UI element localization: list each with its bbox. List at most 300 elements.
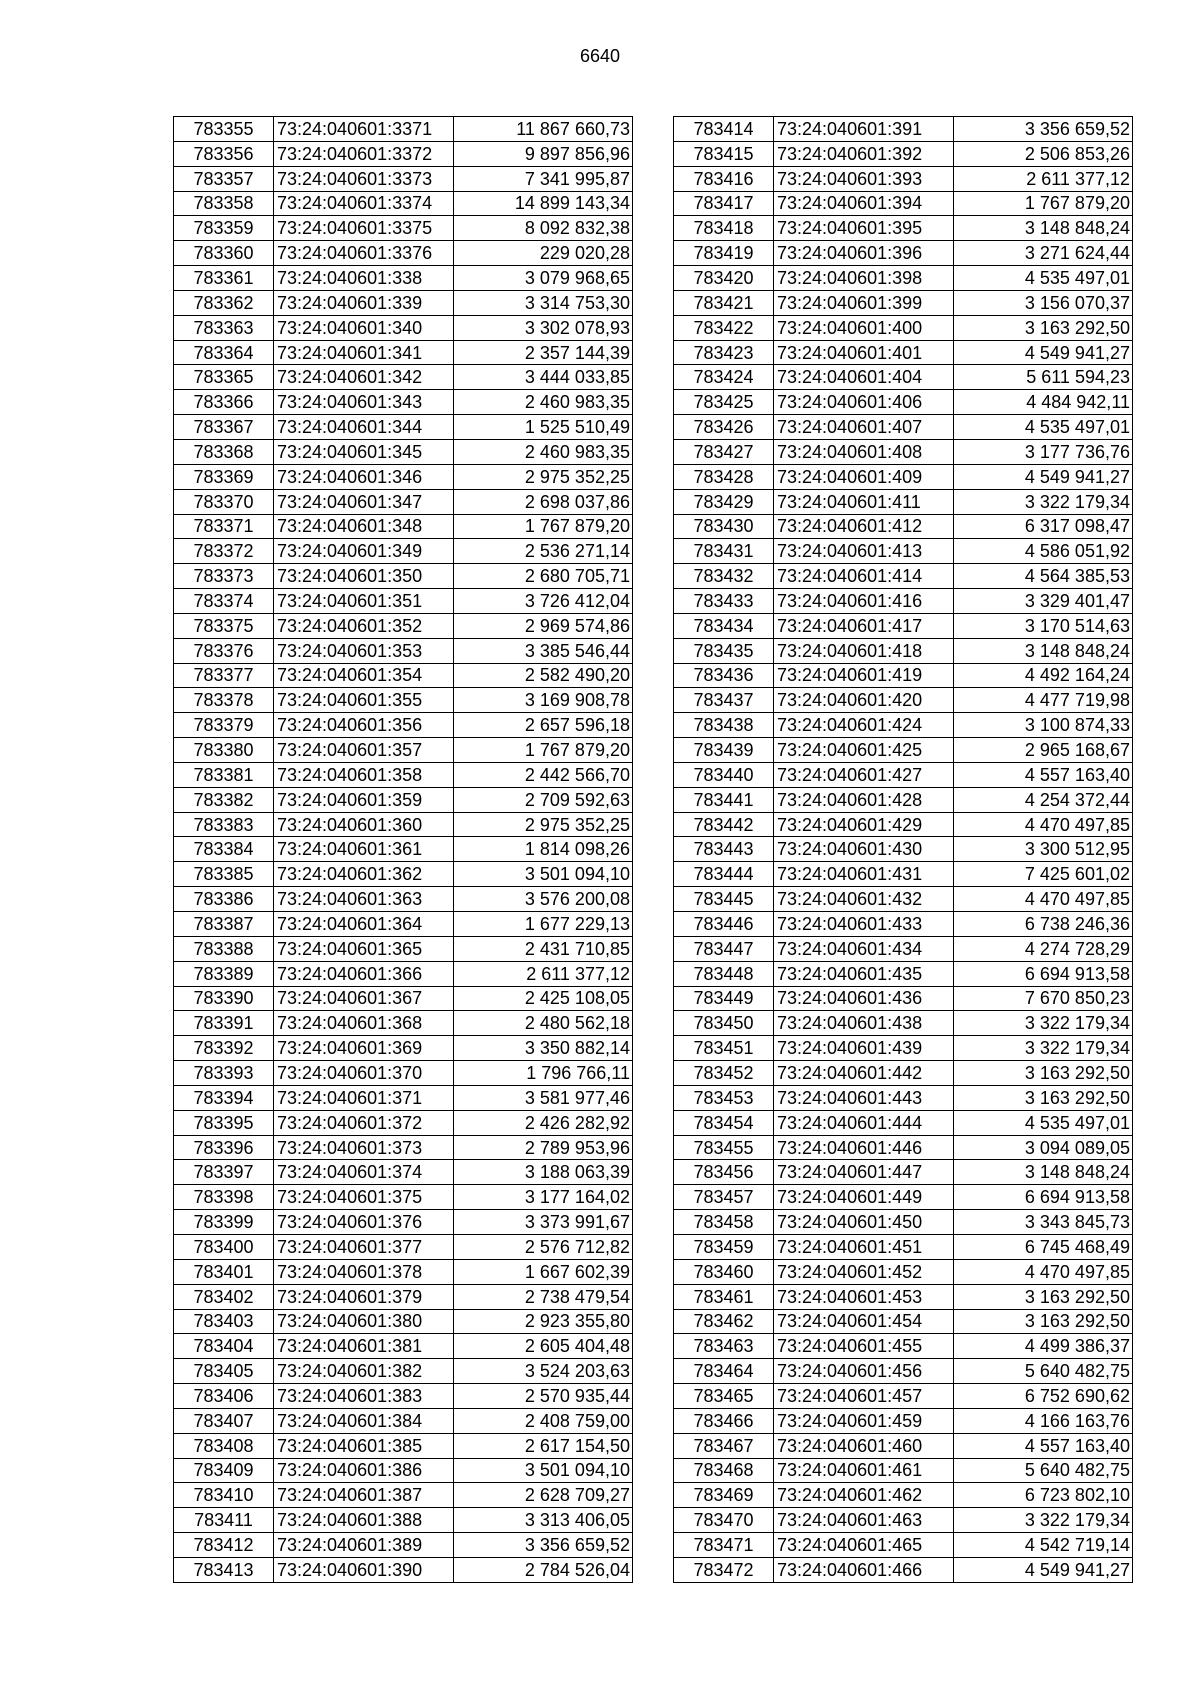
row-number-cell: 783434	[674, 613, 774, 638]
value-cell: 3 356 659,52	[454, 1533, 633, 1558]
cadastral-number-cell: 73:24:040601:362	[274, 862, 454, 887]
cadastral-number-cell: 73:24:040601:346	[274, 464, 454, 489]
table-row	[174, 986, 633, 1011]
row-number-cell: 783392	[174, 1036, 274, 1061]
table-row	[174, 340, 633, 365]
value-cell: 2 582 490,20	[454, 663, 633, 688]
value-cell: 4 564 385,53	[954, 564, 1133, 589]
value-cell: 3 177 164,02	[454, 1185, 633, 1210]
row-number-cell: 783358	[174, 191, 274, 216]
row-number-cell: 783356	[174, 141, 274, 166]
row-number-cell: 783370	[174, 489, 274, 514]
cadastral-number-cell: 73:24:040601:386	[274, 1458, 454, 1483]
table-row	[174, 166, 633, 191]
table-row	[674, 1011, 1133, 1036]
cadastral-number-cell: 73:24:040601:3372	[274, 141, 454, 166]
cadastral-number-cell: 73:24:040601:354	[274, 663, 454, 688]
cadastral-number-cell: 73:24:040601:413	[774, 539, 954, 564]
cadastral-number-cell: 73:24:040601:349	[274, 539, 454, 564]
row-number-cell: 783441	[674, 787, 774, 812]
cadastral-number-cell: 73:24:040601:3376	[274, 241, 454, 266]
row-number-cell: 783459	[674, 1234, 774, 1259]
value-cell: 1 767 879,20	[954, 191, 1133, 216]
value-cell: 3 148 848,24	[954, 216, 1133, 241]
value-cell: 2 357 144,39	[454, 340, 633, 365]
row-number-cell: 783388	[174, 936, 274, 961]
table-row	[174, 564, 633, 589]
row-number-cell: 783429	[674, 489, 774, 514]
value-cell: 1 796 766,11	[454, 1061, 633, 1086]
value-cell: 4 549 941,27	[954, 1557, 1133, 1582]
value-cell: 2 605 404,48	[454, 1334, 633, 1359]
cadastral-number-cell: 73:24:040601:392	[774, 141, 954, 166]
row-number-cell: 783387	[174, 912, 274, 937]
cadastral-number-cell: 73:24:040601:456	[774, 1359, 954, 1384]
row-number-cell: 783412	[174, 1533, 274, 1558]
cadastral-number-cell: 73:24:040601:388	[274, 1508, 454, 1533]
row-number-cell: 783384	[174, 837, 274, 862]
value-cell: 6 723 802,10	[954, 1483, 1133, 1508]
cadastral-number-cell: 73:24:040601:351	[274, 589, 454, 614]
row-number-cell: 783366	[174, 390, 274, 415]
table-row	[674, 415, 1133, 440]
row-number-cell: 783439	[674, 738, 774, 763]
value-cell: 4 586 051,92	[954, 539, 1133, 564]
row-number-cell: 783391	[174, 1011, 274, 1036]
table-row	[674, 762, 1133, 787]
row-number-cell: 783379	[174, 713, 274, 738]
table-row	[174, 514, 633, 539]
row-number-cell: 783385	[174, 862, 274, 887]
value-cell: 2 425 108,05	[454, 986, 633, 1011]
row-number-cell: 783413	[174, 1557, 274, 1582]
table-row	[674, 1483, 1133, 1508]
table-row	[674, 862, 1133, 887]
value-cell: 3 373 991,67	[454, 1210, 633, 1235]
table-row	[174, 1533, 633, 1558]
cadastral-number-cell: 73:24:040601:378	[274, 1259, 454, 1284]
table-row	[674, 812, 1133, 837]
value-cell: 2 408 759,00	[454, 1408, 633, 1433]
row-number-cell: 783468	[674, 1458, 774, 1483]
value-cell: 4 470 497,85	[954, 1259, 1133, 1284]
cadastral-number-cell: 73:24:040601:364	[274, 912, 454, 937]
row-number-cell: 783394	[174, 1085, 274, 1110]
table-row	[174, 887, 633, 912]
value-cell: 4 166 163,76	[954, 1408, 1133, 1433]
cadastral-number-cell: 73:24:040601:376	[274, 1210, 454, 1235]
registry-table-right	[673, 116, 1133, 1583]
table-row	[174, 1085, 633, 1110]
row-number-cell: 783428	[674, 464, 774, 489]
value-cell: 3 322 179,34	[954, 1036, 1133, 1061]
cadastral-number-cell: 73:24:040601:435	[774, 961, 954, 986]
table-row	[674, 464, 1133, 489]
cadastral-number-cell: 73:24:040601:345	[274, 439, 454, 464]
cadastral-number-cell: 73:24:040601:3371	[274, 117, 454, 142]
table-row	[674, 439, 1133, 464]
table-row	[174, 1185, 633, 1210]
table-row	[674, 1433, 1133, 1458]
value-cell: 4 557 163,40	[954, 762, 1133, 787]
row-number-cell: 783402	[174, 1284, 274, 1309]
row-number-cell: 783363	[174, 315, 274, 340]
value-cell: 2 969 574,86	[454, 613, 633, 638]
value-cell: 3 079 968,65	[454, 266, 633, 291]
row-number-cell: 783401	[174, 1259, 274, 1284]
value-cell: 2 628 709,27	[454, 1483, 633, 1508]
row-number-cell: 783444	[674, 862, 774, 887]
row-number-cell: 783381	[174, 762, 274, 787]
table-row	[674, 713, 1133, 738]
cadastral-number-cell: 73:24:040601:382	[274, 1359, 454, 1384]
cadastral-number-cell: 73:24:040601:454	[774, 1309, 954, 1334]
cadastral-number-cell: 73:24:040601:418	[774, 638, 954, 663]
table-row	[174, 191, 633, 216]
table-row	[674, 613, 1133, 638]
table-row	[174, 1234, 633, 1259]
value-cell: 2 975 352,25	[454, 464, 633, 489]
cadastral-number-cell: 73:24:040601:356	[274, 713, 454, 738]
row-number-cell: 783404	[174, 1334, 274, 1359]
value-cell: 2 923 355,80	[454, 1309, 633, 1334]
cadastral-number-cell: 73:24:040601:389	[274, 1533, 454, 1558]
table-row	[174, 1110, 633, 1135]
cadastral-number-cell: 73:24:040601:457	[774, 1384, 954, 1409]
value-cell: 2 442 566,70	[454, 762, 633, 787]
row-number-cell: 783400	[174, 1234, 274, 1259]
row-number-cell: 783458	[674, 1210, 774, 1235]
value-cell: 3 329 401,47	[954, 589, 1133, 614]
table-row	[674, 589, 1133, 614]
cadastral-number-cell: 73:24:040601:427	[774, 762, 954, 787]
row-number-cell: 783446	[674, 912, 774, 937]
value-cell: 3 444 033,85	[454, 365, 633, 390]
cadastral-number-cell: 73:24:040601:419	[774, 663, 954, 688]
cadastral-number-cell: 73:24:040601:353	[274, 638, 454, 663]
cadastral-number-cell: 73:24:040601:424	[774, 713, 954, 738]
cadastral-number-cell: 73:24:040601:401	[774, 340, 954, 365]
row-number-cell: 783447	[674, 936, 774, 961]
value-cell: 2 460 983,35	[454, 390, 633, 415]
table-row	[674, 738, 1133, 763]
row-number-cell: 783430	[674, 514, 774, 539]
table-row	[674, 1408, 1133, 1433]
table-row	[174, 1061, 633, 1086]
row-number-cell: 783403	[174, 1309, 274, 1334]
row-number-cell: 783355	[174, 117, 274, 142]
table-row	[174, 862, 633, 887]
table-row	[674, 787, 1133, 812]
value-cell: 6 694 913,58	[954, 1185, 1133, 1210]
table-row	[674, 390, 1133, 415]
value-cell: 2 480 562,18	[454, 1011, 633, 1036]
table-row	[674, 1234, 1133, 1259]
table-row	[174, 1359, 633, 1384]
cadastral-number-cell: 73:24:040601:455	[774, 1334, 954, 1359]
row-number-cell: 783437	[674, 688, 774, 713]
cadastral-number-cell: 73:24:040601:459	[774, 1408, 954, 1433]
cadastral-number-cell: 73:24:040601:352	[274, 613, 454, 638]
value-cell: 3 350 882,14	[454, 1036, 633, 1061]
table-row	[174, 489, 633, 514]
table-row	[674, 1557, 1133, 1582]
table-row	[674, 1384, 1133, 1409]
row-number-cell: 783409	[174, 1458, 274, 1483]
table-row	[174, 663, 633, 688]
cadastral-number-cell: 73:24:040601:433	[774, 912, 954, 937]
row-number-cell: 783472	[674, 1557, 774, 1582]
value-cell: 1 667 602,39	[454, 1259, 633, 1284]
cadastral-number-cell: 73:24:040601:431	[774, 862, 954, 887]
registry-table-left	[173, 116, 633, 1583]
row-number-cell: 783373	[174, 564, 274, 589]
row-number-cell: 783376	[174, 638, 274, 663]
table-row	[674, 1110, 1133, 1135]
value-cell: 4 557 163,40	[954, 1433, 1133, 1458]
value-cell: 3 343 845,73	[954, 1210, 1133, 1235]
cadastral-number-cell: 73:24:040601:452	[774, 1259, 954, 1284]
table-row	[674, 986, 1133, 1011]
table-row	[174, 1160, 633, 1185]
value-cell: 3 501 094,10	[454, 1458, 633, 1483]
cadastral-number-cell: 73:24:040601:367	[274, 986, 454, 1011]
cadastral-number-cell: 73:24:040601:380	[274, 1309, 454, 1334]
row-number-cell: 783461	[674, 1284, 774, 1309]
table-row	[174, 117, 633, 142]
table-row	[674, 936, 1133, 961]
row-number-cell: 783360	[174, 241, 274, 266]
value-cell: 3 163 292,50	[954, 315, 1133, 340]
table-row	[674, 290, 1133, 315]
table-row	[174, 936, 633, 961]
page-number: 6640	[579, 46, 621, 66]
cadastral-number-cell: 73:24:040601:379	[274, 1284, 454, 1309]
row-number-cell: 783433	[674, 589, 774, 614]
row-number-cell: 783365	[174, 365, 274, 390]
value-cell: 4 549 941,27	[954, 464, 1133, 489]
value-cell: 3 169 908,78	[454, 688, 633, 713]
table-row	[174, 688, 633, 713]
table-row	[174, 1557, 633, 1582]
value-cell: 2 789 953,96	[454, 1135, 633, 1160]
row-number-cell: 783420	[674, 266, 774, 291]
cadastral-number-cell: 73:24:040601:383	[274, 1384, 454, 1409]
value-cell: 3 094 089,05	[954, 1135, 1133, 1160]
cadastral-number-cell: 73:24:040601:442	[774, 1061, 954, 1086]
cadastral-number-cell: 73:24:040601:460	[774, 1433, 954, 1458]
value-cell: 3 148 848,24	[954, 638, 1133, 663]
cadastral-number-cell: 73:24:040601:385	[274, 1433, 454, 1458]
row-number-cell: 783464	[674, 1359, 774, 1384]
row-number-cell: 783453	[674, 1085, 774, 1110]
table-row	[174, 1433, 633, 1458]
value-cell: 3 177 736,76	[954, 439, 1133, 464]
row-number-cell: 783417	[674, 191, 774, 216]
row-number-cell: 783414	[674, 117, 774, 142]
row-number-cell: 783378	[174, 688, 274, 713]
row-number-cell: 783406	[174, 1384, 274, 1409]
row-number-cell: 783443	[674, 837, 774, 862]
value-cell: 4 470 497,85	[954, 812, 1133, 837]
table-row	[174, 1210, 633, 1235]
table-row	[674, 365, 1133, 390]
table-row	[674, 1061, 1133, 1086]
value-cell: 3 188 063,39	[454, 1160, 633, 1185]
row-number-cell: 783448	[674, 961, 774, 986]
cadastral-number-cell: 73:24:040601:395	[774, 216, 954, 241]
value-cell: 3 524 203,63	[454, 1359, 633, 1384]
table-row	[174, 216, 633, 241]
value-cell: 3 100 874,33	[954, 713, 1133, 738]
value-cell: 4 470 497,85	[954, 887, 1133, 912]
cadastral-number-cell: 73:24:040601:400	[774, 315, 954, 340]
row-number-cell: 783390	[174, 986, 274, 1011]
value-cell: 2 426 282,92	[454, 1110, 633, 1135]
cadastral-number-cell: 73:24:040601:444	[774, 1110, 954, 1135]
value-cell: 2 576 712,82	[454, 1234, 633, 1259]
table-row	[174, 837, 633, 862]
cadastral-number-cell: 73:24:040601:343	[274, 390, 454, 415]
row-number-cell: 783427	[674, 439, 774, 464]
cadastral-number-cell: 73:24:040601:406	[774, 390, 954, 415]
table-row	[674, 688, 1133, 713]
cadastral-number-cell: 73:24:040601:361	[274, 837, 454, 862]
row-number-cell: 783407	[174, 1408, 274, 1433]
table-row	[674, 564, 1133, 589]
row-number-cell: 783371	[174, 514, 274, 539]
row-number-cell: 783471	[674, 1533, 774, 1558]
row-number-cell: 783462	[674, 1309, 774, 1334]
table-row	[174, 415, 633, 440]
table-row	[674, 191, 1133, 216]
table-row	[674, 117, 1133, 142]
cadastral-number-cell: 73:24:040601:425	[774, 738, 954, 763]
value-cell: 5 611 594,23	[954, 365, 1133, 390]
value-cell: 1 767 879,20	[454, 514, 633, 539]
value-cell: 3 385 546,44	[454, 638, 633, 663]
cadastral-number-cell: 73:24:040601:387	[274, 1483, 454, 1508]
row-number-cell: 783375	[174, 613, 274, 638]
row-number-cell: 783411	[174, 1508, 274, 1533]
value-cell: 3 356 659,52	[954, 117, 1133, 142]
cadastral-number-cell: 73:24:040601:398	[774, 266, 954, 291]
table-row	[174, 1408, 633, 1433]
value-cell: 2 738 479,54	[454, 1284, 633, 1309]
cadastral-number-cell: 73:24:040601:429	[774, 812, 954, 837]
row-number-cell: 783393	[174, 1061, 274, 1086]
value-cell: 3 271 624,44	[954, 241, 1133, 266]
cadastral-number-cell: 73:24:040601:358	[274, 762, 454, 787]
table-row	[174, 539, 633, 564]
value-cell: 11 867 660,73	[454, 117, 633, 142]
value-cell: 3 148 848,24	[954, 1160, 1133, 1185]
row-number-cell: 783416	[674, 166, 774, 191]
value-cell: 6 738 246,36	[954, 912, 1133, 937]
table-row	[674, 837, 1133, 862]
table-row	[674, 1036, 1133, 1061]
row-number-cell: 783452	[674, 1061, 774, 1086]
row-number-cell: 783470	[674, 1508, 774, 1533]
table-row	[674, 1359, 1133, 1384]
value-cell: 6 745 468,49	[954, 1234, 1133, 1259]
cadastral-number-cell: 73:24:040601:360	[274, 812, 454, 837]
value-cell: 14 899 143,34	[454, 191, 633, 216]
value-cell: 1 677 229,13	[454, 912, 633, 937]
table-row	[674, 1160, 1133, 1185]
table-row	[174, 961, 633, 986]
row-number-cell: 783451	[674, 1036, 774, 1061]
value-cell: 3 501 094,10	[454, 862, 633, 887]
cadastral-number-cell: 73:24:040601:375	[274, 1185, 454, 1210]
table-row	[174, 1259, 633, 1284]
cadastral-number-cell: 73:24:040601:377	[274, 1234, 454, 1259]
row-number-cell: 783456	[674, 1160, 774, 1185]
row-number-cell: 783467	[674, 1433, 774, 1458]
cadastral-number-cell: 73:24:040601:396	[774, 241, 954, 266]
value-cell: 4 492 164,24	[954, 663, 1133, 688]
cadastral-number-cell: 73:24:040601:465	[774, 1533, 954, 1558]
cadastral-number-cell: 73:24:040601:394	[774, 191, 954, 216]
table-row	[674, 1210, 1133, 1235]
cadastral-number-cell: 73:24:040601:342	[274, 365, 454, 390]
value-cell: 2 460 983,35	[454, 439, 633, 464]
cadastral-number-cell: 73:24:040601:399	[774, 290, 954, 315]
table-row	[174, 241, 633, 266]
row-number-cell: 783421	[674, 290, 774, 315]
table-row	[174, 713, 633, 738]
row-number-cell: 783359	[174, 216, 274, 241]
value-cell: 4 484 942,11	[954, 390, 1133, 415]
value-cell: 3 163 292,50	[954, 1284, 1133, 1309]
value-cell: 3 576 200,08	[454, 887, 633, 912]
row-number-cell: 783361	[174, 266, 274, 291]
row-number-cell: 783469	[674, 1483, 774, 1508]
cadastral-number-cell: 73:24:040601:449	[774, 1185, 954, 1210]
value-cell: 2 431 710,85	[454, 936, 633, 961]
value-cell: 7 341 995,87	[454, 166, 633, 191]
table-row	[174, 1135, 633, 1160]
table-row	[674, 638, 1133, 663]
table-row	[174, 613, 633, 638]
value-cell: 3 313 406,05	[454, 1508, 633, 1533]
cadastral-number-cell: 73:24:040601:412	[774, 514, 954, 539]
cadastral-number-cell: 73:24:040601:414	[774, 564, 954, 589]
value-cell: 2 784 526,04	[454, 1557, 633, 1582]
row-number-cell: 783465	[674, 1384, 774, 1409]
value-cell: 3 322 179,34	[954, 1508, 1133, 1533]
cadastral-number-cell: 73:24:040601:447	[774, 1160, 954, 1185]
table-row	[674, 1259, 1133, 1284]
value-cell: 2 536 271,14	[454, 539, 633, 564]
row-number-cell: 783431	[674, 539, 774, 564]
table-row	[674, 961, 1133, 986]
row-number-cell: 783362	[174, 290, 274, 315]
table-row	[174, 1036, 633, 1061]
table-row	[174, 1309, 633, 1334]
value-cell: 6 752 690,62	[954, 1384, 1133, 1409]
cadastral-number-cell: 73:24:040601:463	[774, 1508, 954, 1533]
row-number-cell: 783425	[674, 390, 774, 415]
cadastral-number-cell: 73:24:040601:366	[274, 961, 454, 986]
value-cell: 4 549 941,27	[954, 340, 1133, 365]
table-row	[674, 216, 1133, 241]
value-cell: 4 535 497,01	[954, 266, 1133, 291]
table-row	[174, 439, 633, 464]
cadastral-number-cell: 73:24:040601:355	[274, 688, 454, 713]
row-number-cell: 783424	[674, 365, 774, 390]
value-cell: 3 300 512,95	[954, 837, 1133, 862]
